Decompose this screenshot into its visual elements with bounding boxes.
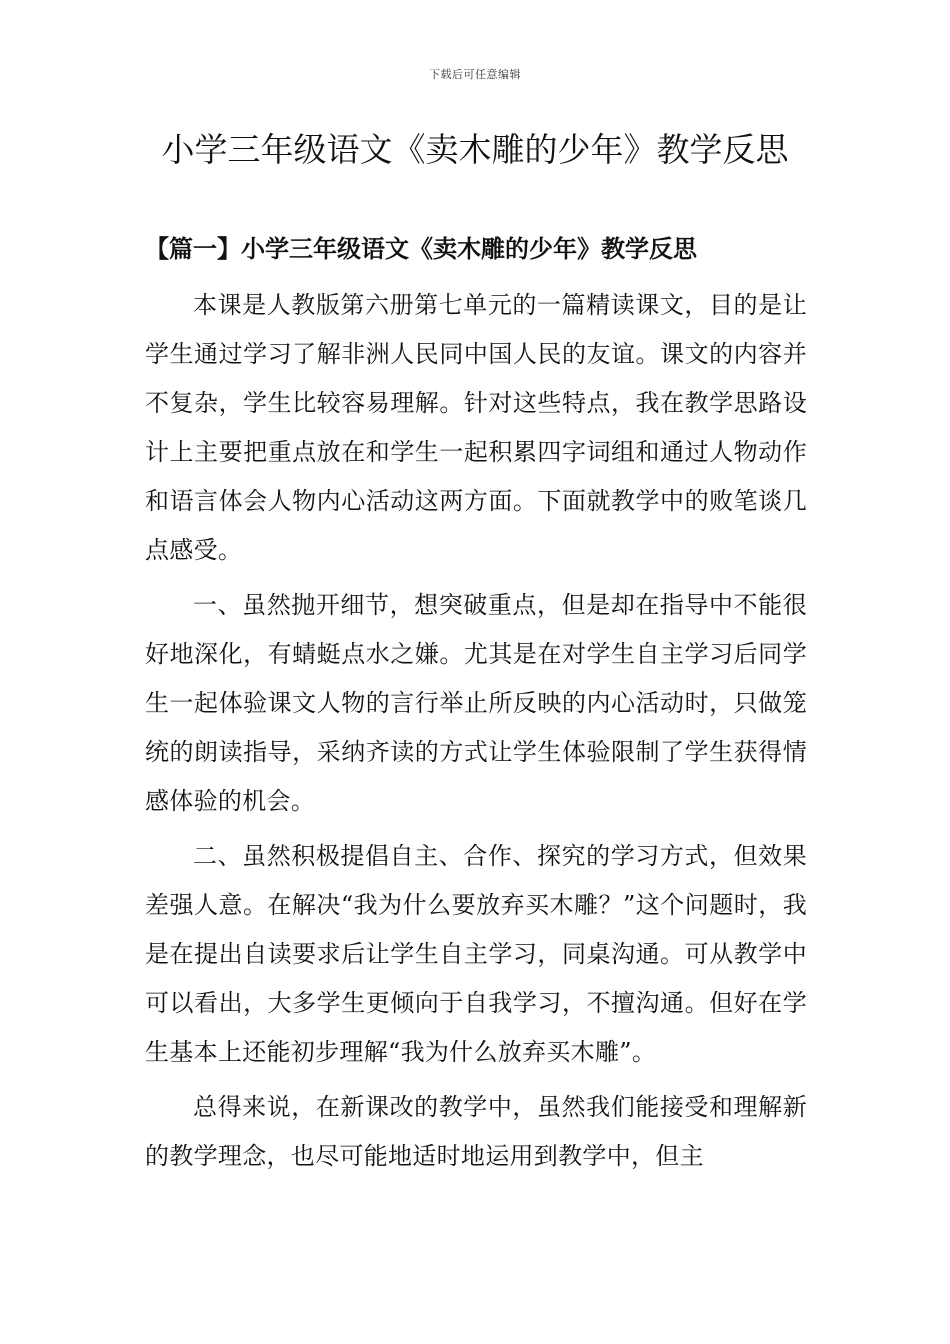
document-body [145, 281, 807, 1187]
section-heading: 【篇一】小学三年级语文《卖木雕的少年》教学反思 [145, 234, 697, 263]
paragraph: 本课是人教版第六册第七单元的一篇精读课文，目的是让学生通过学习了解非洲人民同中国人民的友谊。课文的内容并不复杂，学生比较容易理解。针对这些特点，我在教学思路设计上主要把重点放在和学生一起积累四字词组和通过人物动作和语言体会人物内心活动这两方面。下面就教学中的败笔谈几点感受。 [145, 291, 807, 564]
paragraph: 二、虽然积极提倡自主、合作、探究的学习方式，但效果差强人意。在解决“我为什么要放弃买木雕？”这个问题时，我是在提出自读要求后让学生自主学习，同桌沟通。可从教学中可以看出，大多学生更倾向于自我学习，不擅沟通。但好在学生基本上还能初步理解“我为什么放弃买木雕”。 [145, 842, 807, 1066]
paragraph: 一、虽然抛开细节，想突破重点，但是却在指导中不能很好地深化，有蜻蜓点水之嫌。尤其是在对学生自主学习后同学生一起体验课文人物的言行举止所反映的内心活动时，只做笼统的朗读指导，采纳齐读的方式让学生体验限制了学生获得情感体验的机会。 [145, 591, 807, 815]
header-note: 下载后可任意编辑 [429, 68, 521, 81]
paragraph: 总得来说，在新课改的教学中，虽然我们能接受和理解新的教学理念，也尽可能地适时地运用到教学中，但主 [145, 1093, 807, 1170]
document-title: 小学三年级语文《卖木雕的少年》教学反思 [161, 130, 789, 169]
